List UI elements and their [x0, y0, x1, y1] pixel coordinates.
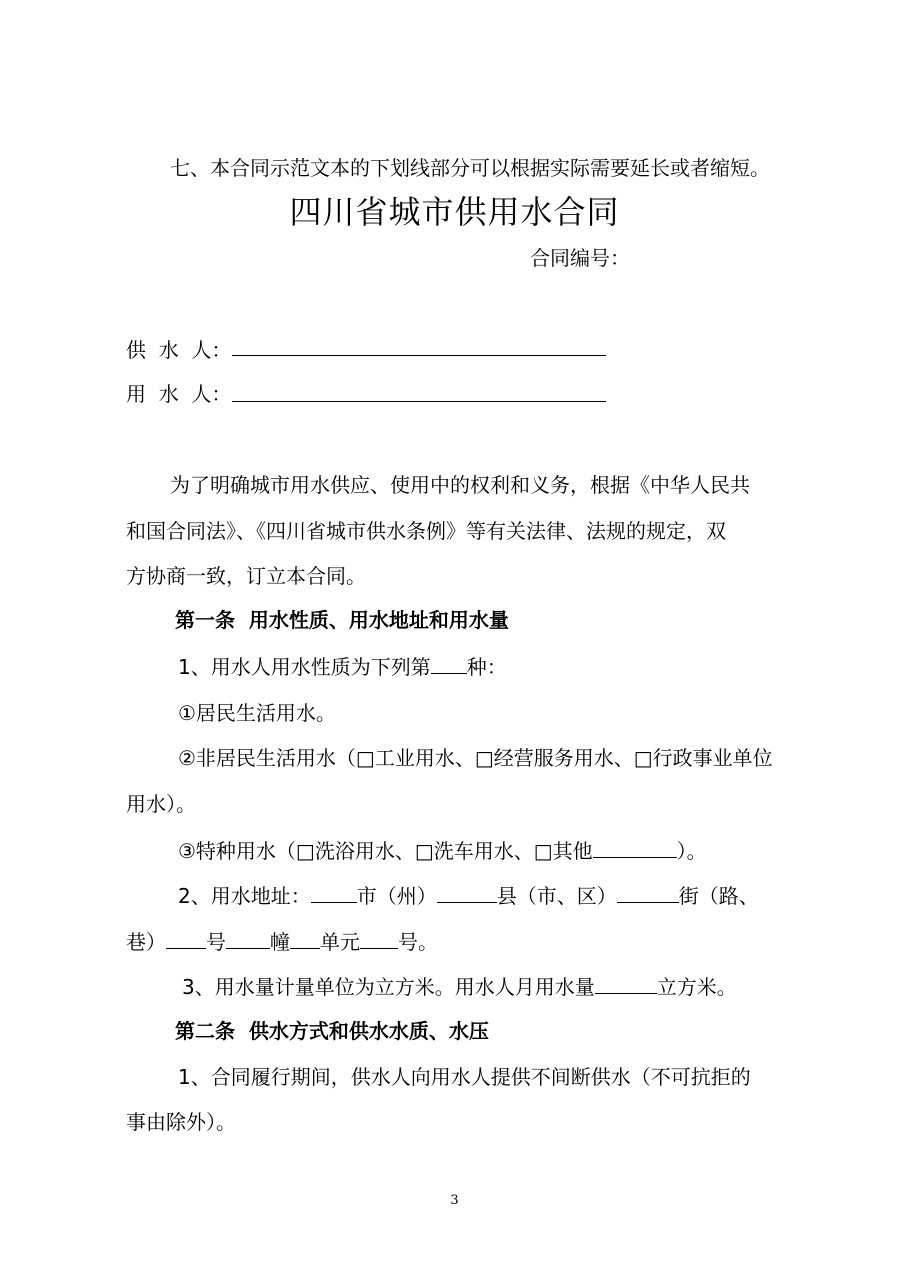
special-prefix: ③特种用水（□洗浴用水、□洗车用水、□其他	[178, 839, 593, 863]
alley-label: 巷）	[126, 930, 166, 954]
street-label: 街（路、	[678, 884, 759, 908]
option-non-residential-line-1: ②非居民生活用水（□工业用水、□经营服务用水、□行政事业单位	[178, 746, 773, 770]
user-field[interactable]	[232, 401, 606, 402]
room-blank[interactable]	[360, 928, 398, 949]
preamble-line-2: 和国合同法》、《四川省城市供水条例》等有关法律、法规的规定，双	[126, 519, 726, 543]
unit-blank[interactable]	[290, 928, 320, 949]
unit-label: 单元	[320, 930, 360, 954]
article-1-item-2-line-2	[126, 928, 438, 955]
room-label: 号。	[398, 930, 438, 954]
article-1-heading: 第一条 用水性质、用水地址和用水量	[175, 608, 509, 632]
article-1-item-1	[178, 653, 507, 680]
preamble-line-1: 为了明确城市用水供应、使用中的权利和义务，根据《中华人民共	[170, 473, 750, 497]
number-blank[interactable]	[166, 928, 206, 949]
number-label: 号	[206, 930, 226, 954]
article-2-item-1-line-2: 事由除外）。	[126, 1110, 236, 1134]
option-special	[178, 837, 707, 864]
county-blank[interactable]	[437, 882, 497, 903]
other-use-blank[interactable]	[593, 837, 677, 858]
supplier-field[interactable]	[232, 355, 606, 356]
article-1-item-3	[182, 973, 737, 1000]
page-number: 3	[450, 1193, 459, 1208]
contract-number-label: 合同编号：	[530, 246, 630, 270]
address-label: 2、用水地址：	[178, 884, 311, 908]
building-blank[interactable]	[226, 928, 270, 949]
street-blank[interactable]	[617, 882, 679, 903]
option-non-residential-line-2: 用水）。	[126, 792, 196, 816]
user-label: 用 水 人：	[126, 382, 232, 406]
item-1-prefix: 1、用水人用水性质为下列第	[178, 655, 431, 679]
city-label: 市（州）	[356, 884, 437, 908]
supplier-label: 供 水 人：	[126, 338, 232, 362]
note-7: 七、本合同示范文本的下划线部分可以根据实际需要延长或者缩短。	[170, 156, 770, 180]
item-3-prefix: 3、用水量计量单位为立方米。用水人月用水量	[182, 975, 595, 999]
water-type-blank[interactable]	[431, 653, 467, 674]
article-2-item-1-line-1: 1、合同履行期间，供水人向用水人提供不间断供水（不可抗拒的	[178, 1065, 751, 1089]
county-label: 县（市、区）	[496, 884, 617, 908]
building-label: 幢	[270, 930, 290, 954]
option-residential: ①居民生活用水。	[178, 701, 336, 725]
preamble-line-3: 方协商一致，订立本合同。	[126, 564, 366, 588]
article-2-heading: 第二条 供水方式和供水水质、水压	[175, 1019, 489, 1043]
contract-title: 四川省城市供用水合同	[289, 193, 620, 231]
item-1-suffix: 种：	[466, 655, 507, 679]
monthly-volume-blank[interactable]	[595, 973, 657, 994]
city-blank[interactable]	[311, 882, 357, 903]
special-suffix: ）。	[676, 839, 707, 863]
item-3-suffix: 立方米。	[656, 975, 737, 999]
article-1-item-2-line-1	[178, 882, 759, 909]
